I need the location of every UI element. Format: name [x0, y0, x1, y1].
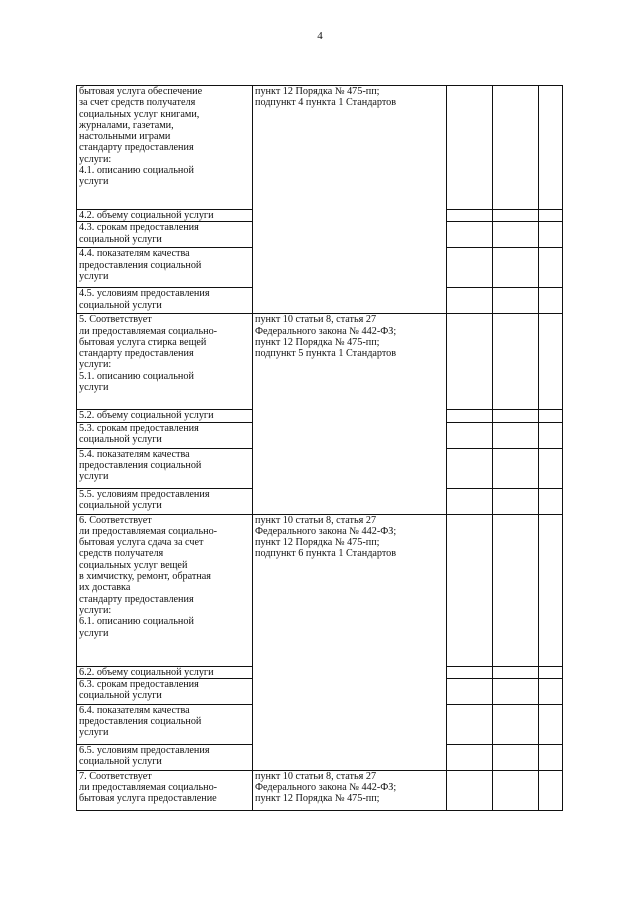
- table-row: [77, 86, 563, 210]
- answer-cell[interactable]: [447, 210, 493, 222]
- answer-cell[interactable]: [493, 86, 539, 210]
- answer-cell[interactable]: [493, 448, 539, 488]
- answer-cell[interactable]: [493, 514, 539, 666]
- answer-cell[interactable]: [539, 248, 563, 288]
- answer-cell[interactable]: [447, 744, 493, 770]
- criterion-cell: 4.3. срокам предоставления социальной услуги: [77, 222, 253, 248]
- answer-cell[interactable]: [539, 210, 563, 222]
- answer-cell[interactable]: [539, 514, 563, 666]
- page-number: 4: [317, 30, 323, 42]
- legal-reference-cell: пункт 10 статьи 8, статья 27 Федерального закона № 442-ФЗ; пункт 12 Порядка № 475-пп; подпункт 5 пункта 1 Стандартов: [253, 314, 447, 514]
- answer-cell[interactable]: [447, 288, 493, 314]
- answer-cell[interactable]: [539, 86, 563, 210]
- answer-cell[interactable]: [539, 222, 563, 248]
- table-row: [77, 770, 563, 810]
- checklist-table: [76, 85, 563, 811]
- criterion-cell: 7. Соответствует ли предоставляемая социально- бытовая услуга предоставление: [77, 770, 253, 810]
- answer-cell[interactable]: [493, 488, 539, 514]
- answer-cell[interactable]: [447, 410, 493, 422]
- answer-cell[interactable]: [539, 666, 563, 678]
- table-row: [77, 514, 563, 666]
- answer-cell[interactable]: [493, 210, 539, 222]
- answer-cell[interactable]: [493, 744, 539, 770]
- answer-cell[interactable]: [493, 422, 539, 448]
- answer-cell[interactable]: [493, 678, 539, 704]
- answer-cell[interactable]: [493, 666, 539, 678]
- answer-cell[interactable]: [447, 448, 493, 488]
- criterion-cell: 5. Соответствует ли предоставляемая социально- бытовая услуга стирка вещей стандарту предоставления услуги: 5.1. описанию социальной услуги: [77, 314, 253, 410]
- answer-cell[interactable]: [447, 514, 493, 666]
- answer-cell[interactable]: [493, 704, 539, 744]
- answer-cell[interactable]: [493, 288, 539, 314]
- answer-cell[interactable]: [493, 410, 539, 422]
- answer-cell[interactable]: [539, 704, 563, 744]
- answer-cell[interactable]: [539, 678, 563, 704]
- answer-cell[interactable]: [493, 314, 539, 410]
- answer-cell[interactable]: [447, 704, 493, 744]
- answer-cell[interactable]: [447, 222, 493, 248]
- criterion-cell: 6.4. показателям качества предоставления социальной услуги: [77, 704, 253, 744]
- answer-cell[interactable]: [447, 666, 493, 678]
- answer-cell[interactable]: [493, 222, 539, 248]
- answer-cell[interactable]: [493, 248, 539, 288]
- answer-cell[interactable]: [447, 314, 493, 410]
- criterion-cell: 4.4. показателям качества предоставления социальной услуги: [77, 248, 253, 288]
- criterion-cell: 5.4. показателям качества предоставления социальной услуги: [77, 448, 253, 488]
- answer-cell[interactable]: [493, 770, 539, 810]
- criterion-cell: 6.5. условиям предоставления социальной услуги: [77, 744, 253, 770]
- answer-cell[interactable]: [447, 770, 493, 810]
- legal-reference-cell: пункт 10 статьи 8, статья 27 Федерального закона № 442-ФЗ; пункт 12 Порядка № 475-пп;: [253, 770, 447, 810]
- criterion-cell: 4.2. объему социальной услуги: [77, 210, 253, 222]
- answer-cell[interactable]: [447, 488, 493, 514]
- answer-cell[interactable]: [447, 86, 493, 210]
- answer-cell[interactable]: [539, 314, 563, 410]
- answer-cell[interactable]: [539, 410, 563, 422]
- answer-cell[interactable]: [447, 248, 493, 288]
- criterion-cell: 5.3. срокам предоставления социальной услуги: [77, 422, 253, 448]
- criterion-cell: 4.5. условиям предоставления социальной услуги: [77, 288, 253, 314]
- criterion-cell: 6.2. объему социальной услуги: [77, 666, 253, 678]
- checklist-table-body: [77, 86, 563, 811]
- answer-cell[interactable]: [447, 678, 493, 704]
- criterion-cell: 6. Соответствует ли предоставляемая социально- бытовая услуга сдача за счет средств получателя социальных услуг вещей в химчистку, ремонт, обратная их доставка стандарту предоставления услуги: 6.1. описанию социальной услуги: [77, 514, 253, 666]
- answer-cell[interactable]: [539, 448, 563, 488]
- answer-cell[interactable]: [539, 288, 563, 314]
- legal-reference-cell: пункт 12 Порядка № 475-пп; подпункт 4 пункта 1 Стандартов: [253, 86, 447, 314]
- legal-reference-cell: пункт 10 статьи 8, статья 27 Федерального закона № 442-ФЗ; пункт 12 Порядка № 475-пп; подпункт 6 пункта 1 Стандартов: [253, 514, 447, 770]
- answer-cell[interactable]: [447, 422, 493, 448]
- answer-cell[interactable]: [539, 744, 563, 770]
- answer-cell[interactable]: [539, 770, 563, 810]
- criterion-cell: бытовая услуга обеспечение за счет средств получателя социальных услуг книгами, журналами, газетами, настольными играми стандарту предоставления услуги: 4.1. описанию социальной услуги: [77, 86, 253, 210]
- table-row: [77, 314, 563, 410]
- criterion-cell: 6.3. срокам предоставления социальной услуги: [77, 678, 253, 704]
- answer-cell[interactable]: [539, 422, 563, 448]
- criterion-cell: 5.5. условиям предоставления социальной услуги: [77, 488, 253, 514]
- answer-cell[interactable]: [539, 488, 563, 514]
- criterion-cell: 5.2. объему социальной услуги: [77, 410, 253, 422]
